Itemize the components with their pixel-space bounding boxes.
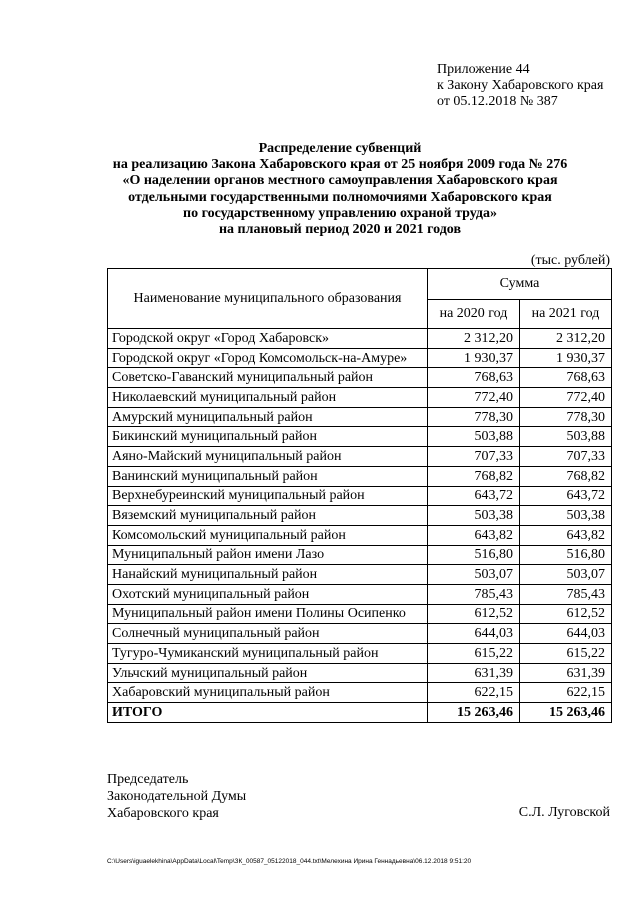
amount-2020: 612,52 bbox=[428, 604, 520, 624]
amount-2021: 622,15 bbox=[520, 683, 612, 703]
title-line: на плановый период 2020 и 2021 годов bbox=[218, 222, 462, 238]
header-2021: на 2021 год bbox=[520, 300, 612, 329]
table-row bbox=[108, 584, 612, 604]
table-row bbox=[108, 525, 612, 545]
amount-2020: 778,30 bbox=[428, 407, 520, 427]
amount-2020: 503,88 bbox=[428, 427, 520, 447]
amount-2020: 615,22 bbox=[428, 644, 520, 664]
table-row bbox=[108, 466, 612, 486]
amount-2020: 772,40 bbox=[428, 388, 520, 408]
header-sum: Сумма bbox=[428, 269, 612, 300]
municipality-name: Амурский муниципальный район bbox=[108, 407, 428, 427]
amount-2020: 516,80 bbox=[428, 545, 520, 565]
municipality-name: Бикинский муниципальный район bbox=[108, 427, 428, 447]
amount-2021: 612,52 bbox=[520, 604, 612, 624]
municipality-name: Городской округ «Город Хабаровск» bbox=[108, 329, 428, 349]
table-row bbox=[108, 407, 612, 427]
table-row bbox=[108, 388, 612, 408]
title-line: «О наделении органов местного самоуправления Хабаровского края bbox=[122, 173, 558, 189]
signatory-line: Председатель bbox=[107, 772, 189, 787]
table-row bbox=[108, 604, 612, 624]
amount-2021: 772,40 bbox=[520, 388, 612, 408]
amount-2020: 1 930,37 bbox=[428, 348, 520, 368]
title-line: на реализацию Закона Хабаровского края от 25 ноября 2009 года № 276 bbox=[112, 157, 568, 173]
amount-2021: 631,39 bbox=[520, 663, 612, 683]
table-row bbox=[108, 447, 612, 467]
table-row bbox=[108, 565, 612, 585]
table-row bbox=[108, 427, 612, 447]
total-row bbox=[108, 703, 612, 723]
table-row bbox=[108, 624, 612, 644]
municipality-name: Муниципальный район имени Лазо bbox=[108, 545, 428, 565]
title-line: по государственному управлению охраной труда» bbox=[183, 205, 497, 221]
amount-2021: 1 930,37 bbox=[520, 348, 612, 368]
amount-2020: 503,07 bbox=[428, 565, 520, 585]
subvention-table bbox=[107, 268, 612, 723]
amount-2021: 707,33 bbox=[520, 447, 612, 467]
municipality-name: Городской округ «Город Комсомольск-на-Амуре» bbox=[108, 348, 428, 368]
amount-2020: 643,82 bbox=[428, 525, 520, 545]
table-row bbox=[108, 486, 612, 506]
signatory-title bbox=[107, 771, 246, 822]
municipality-name: Советско-Гаванский муниципальный район bbox=[108, 368, 428, 388]
appendix-line: от 05.12.2018 № 387 bbox=[437, 94, 558, 109]
amount-2020: 768,63 bbox=[428, 368, 520, 388]
amount-2020: 503,38 bbox=[428, 506, 520, 526]
amount-2021: 785,43 bbox=[520, 584, 612, 604]
title-line: отдельными государственными полномочиями Хабаровского края bbox=[128, 189, 552, 205]
amount-2020: 643,72 bbox=[428, 486, 520, 506]
table-row bbox=[108, 644, 612, 664]
municipality-name: Муниципальный район имени Полины Осипенко bbox=[108, 604, 428, 624]
signatory-line: Хабаровского края bbox=[107, 806, 219, 821]
amount-2020: 644,03 bbox=[428, 624, 520, 644]
table-row bbox=[108, 348, 612, 368]
amount-2021: 768,82 bbox=[520, 466, 612, 486]
appendix-line: к Закону Хабаровского края bbox=[437, 78, 604, 93]
units-label: (тыс. рублей) bbox=[530, 253, 610, 268]
signatory-line: Законодательной Думы bbox=[107, 789, 247, 804]
amount-2020: 631,39 bbox=[428, 663, 520, 683]
table-row bbox=[108, 368, 612, 388]
municipality-name: Аяно-Майский муниципальный район bbox=[108, 447, 428, 467]
amount-2021: 503,07 bbox=[520, 565, 612, 585]
municipality-name: Ванинский муниципальный район bbox=[108, 466, 428, 486]
amount-2021: 503,88 bbox=[520, 427, 612, 447]
municipality-name: Тугуро-Чумиканский муниципальный район bbox=[108, 644, 428, 664]
amount-2020: 2 312,20 bbox=[428, 329, 520, 349]
document-title bbox=[20, 141, 640, 238]
header-name: Наименование муниципального образования bbox=[108, 269, 428, 329]
municipality-name: Вяземский муниципальный район bbox=[108, 506, 428, 526]
table-row bbox=[108, 663, 612, 683]
municipality-name: Ульчский муниципальный район bbox=[108, 663, 428, 683]
table-body bbox=[108, 329, 612, 723]
amount-2021: 644,03 bbox=[520, 624, 612, 644]
amount-2021: 2 312,20 bbox=[520, 329, 612, 349]
appendix-reference bbox=[437, 62, 603, 110]
amount-2020: 707,33 bbox=[428, 447, 520, 467]
total-2020: 15 263,46 bbox=[428, 703, 520, 723]
amount-2021: 643,72 bbox=[520, 486, 612, 506]
amount-2021: 615,22 bbox=[520, 644, 612, 664]
municipality-name: Комсомольский муниципальный район bbox=[108, 525, 428, 545]
municipality-name: Хабаровский муниципальный район bbox=[108, 683, 428, 703]
municipality-name: Верхнебуреинский муниципальный район bbox=[108, 486, 428, 506]
amount-2020: 785,43 bbox=[428, 584, 520, 604]
header-2020: на 2020 год bbox=[428, 300, 520, 329]
municipality-name: Солнечный муниципальный район bbox=[108, 624, 428, 644]
signatory-name: С.Л. Луговской bbox=[518, 805, 610, 820]
total-2021: 15 263,46 bbox=[520, 703, 612, 723]
table-row bbox=[108, 545, 612, 565]
municipality-name: Николаевский муниципальный район bbox=[108, 388, 428, 408]
amount-2021: 643,82 bbox=[520, 525, 612, 545]
title-line: Распределение субвенций bbox=[258, 141, 422, 156]
table-row bbox=[108, 506, 612, 526]
amount-2020: 622,15 bbox=[428, 683, 520, 703]
municipality-name: Нанайский муниципальный район bbox=[108, 565, 428, 585]
amount-2021: 778,30 bbox=[520, 407, 612, 427]
amount-2020: 768,82 bbox=[428, 466, 520, 486]
appendix-line: Приложение 44 bbox=[437, 62, 530, 77]
total-label: ИТОГО bbox=[108, 703, 428, 723]
file-path-footer: C:\Users\iguaelekhina\AppData\Local\Temp\ЗК_00587_05122018_044.txt\Мелехина Ирина Геннадьевна\06.12.2018 9:51:20 bbox=[107, 858, 472, 865]
amount-2021: 516,80 bbox=[520, 545, 612, 565]
municipality-name: Охотский муниципальный район bbox=[108, 584, 428, 604]
table-row bbox=[108, 683, 612, 703]
amount-2021: 503,38 bbox=[520, 506, 612, 526]
table-row bbox=[108, 329, 612, 349]
amount-2021: 768,63 bbox=[520, 368, 612, 388]
